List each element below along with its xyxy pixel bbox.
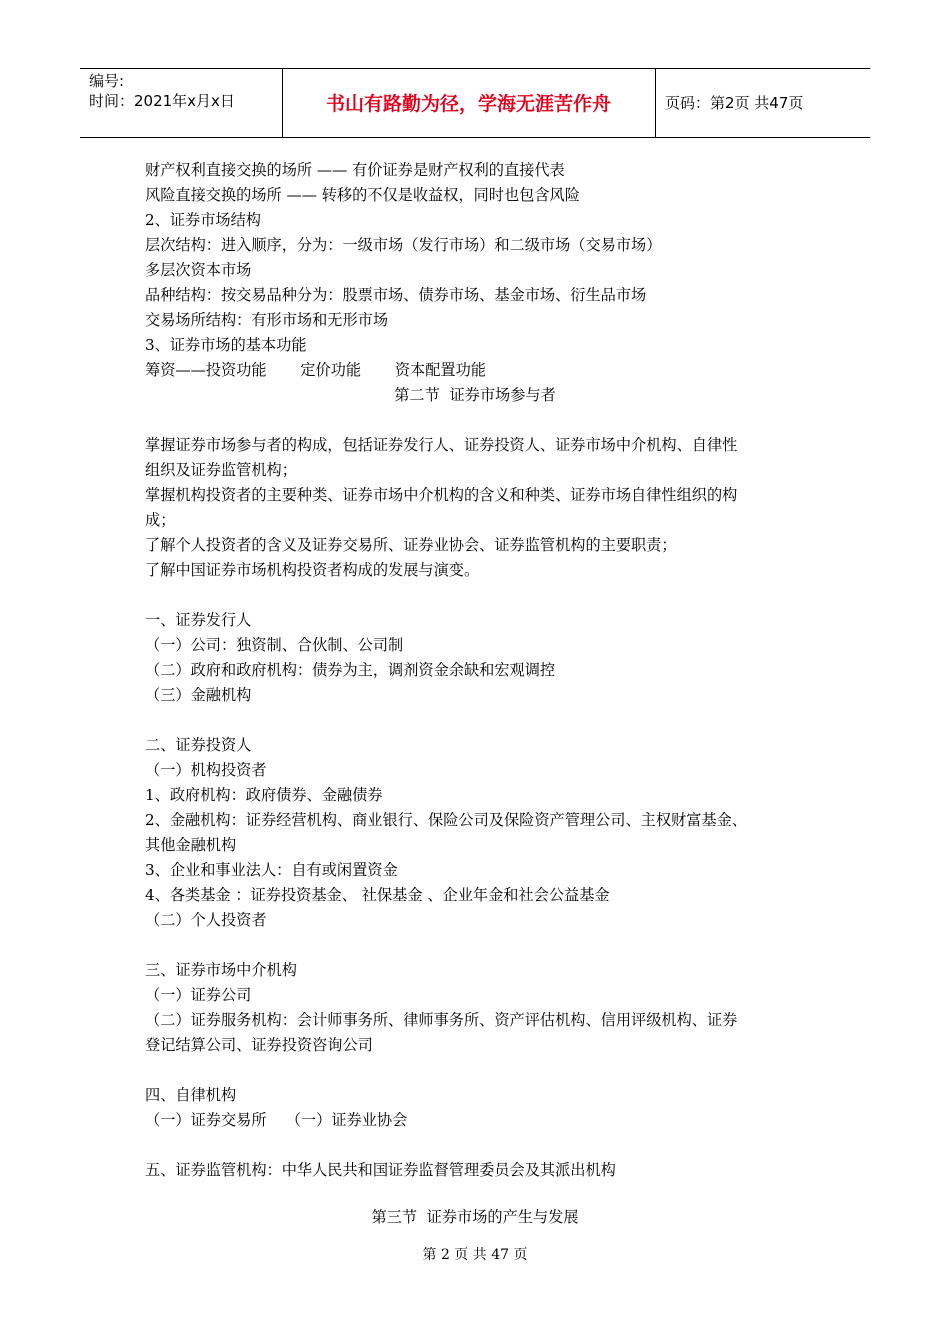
page-header: [80, 68, 870, 138]
spacer: [145, 708, 805, 733]
body-line: 3、证券市场的基本功能: [145, 336, 307, 354]
section-heading: 第三节 证券市场的产生与发展: [371, 1208, 579, 1226]
body-line: 交易场所结构：有形市场和无形市场: [145, 311, 388, 329]
part-item: 4、各类基金 ：证券投资基金、 社保基金 、企业年金和社会公益基金: [145, 886, 610, 904]
part-item: 其他金融机构: [145, 836, 237, 854]
body-line: 层次结构：进入顺序，分为：一级市场（发行市场）和二级市场（交易市场）: [145, 236, 662, 254]
body-line: 多层次资本市场: [145, 261, 252, 279]
header-info-cell: [80, 69, 283, 137]
part-item: 3、企业和事业法人：自有或闲置资金: [145, 861, 398, 879]
header-page-cell: [656, 69, 870, 137]
body-line: 筹资——投资功能 定价功能 资本配置功能: [145, 361, 486, 379]
part-item: （一）证券交易所 （一）证券业协会: [145, 1111, 408, 1129]
part-item: （一）公司：独资制、合伙制、公司制: [145, 636, 404, 654]
objective-line: 了解中国证券市场机构投资者构成的发展与演变。: [145, 561, 480, 579]
document-number-label: 编号:: [89, 72, 125, 90]
spacer: [145, 583, 805, 608]
header-motto-cell: [282, 69, 656, 137]
part-heading: 五、证券监管机构：中华人民共和国证券监督管理委员会及其派出机构: [145, 1161, 616, 1179]
objective-line: 组织及证券监管机构；: [145, 461, 297, 479]
part-item: （二）个人投资者: [145, 911, 267, 929]
part-heading: 四、自律机构: [145, 1086, 237, 1104]
objective-line: 成；: [145, 511, 176, 529]
part-item: 1、政府机构：政府债券、金融债券: [145, 786, 383, 804]
part-item: （二）证券服务机构：会计师事务所、律师事务所、资产评估机构、信用评级机构、证券: [145, 1011, 738, 1029]
body-line: 2、证券市场结构: [145, 211, 261, 229]
document-time-label: 时间：2021年x月x日: [89, 92, 235, 110]
objective-line: 掌握证券市场参与者的构成，包括证券发行人、证券投资人、证券市场中介机构、自律性: [145, 436, 738, 454]
spacer: [145, 933, 805, 958]
document-body: [145, 158, 805, 1183]
part-item: （一）机构投资者: [145, 761, 267, 779]
part-item: 2、金融机构：证券经营机构、商业银行、保险公司及保险资产管理公司、主权财富基金、: [145, 811, 747, 829]
body-line: 品种结构：按交易品种分为：股票市场、债券市场、基金市场、衍生品市场: [145, 286, 647, 304]
spacer: [145, 408, 805, 433]
part-item: （三）金融机构: [145, 686, 252, 704]
part-item: （一）证券公司: [145, 986, 252, 1004]
part-heading: 一、证券发行人: [145, 611, 252, 629]
part-heading: 三、证券市场中介机构: [145, 961, 297, 979]
body-line: 财产权利直接交换的场所 —— 有价证券是财产权利的直接代表: [145, 161, 565, 179]
header-page-code: 页码：第2页 共47页: [665, 94, 804, 112]
body-line: 风险直接交换的场所 —— 转移的不仅是收益权，同时也包含风险: [145, 186, 580, 204]
part-item: （二）政府和政府机构：债券为主，调剂资金余缺和宏观调控: [145, 661, 556, 679]
spacer: [145, 1133, 805, 1158]
section-heading: 第二节 证券市场参与者: [394, 386, 556, 404]
spacer: [145, 1058, 805, 1083]
header-motto: 书山有路勤为径，学海无涯苦作舟: [325, 93, 611, 115]
objective-line: 了解个人投资者的含义及证券交易所、证券业协会、证券监管机构的主要职责；: [145, 536, 677, 554]
part-heading: 二、证券投资人: [145, 736, 252, 754]
objective-line: 掌握机构投资者的主要种类、证券市场中介机构的含义和种类、证券市场自律性组织的构: [145, 486, 738, 504]
part-item: 登记结算公司、证券投资咨询公司: [145, 1036, 373, 1054]
page-footer: 第 2 页 共 47 页: [422, 1247, 528, 1263]
